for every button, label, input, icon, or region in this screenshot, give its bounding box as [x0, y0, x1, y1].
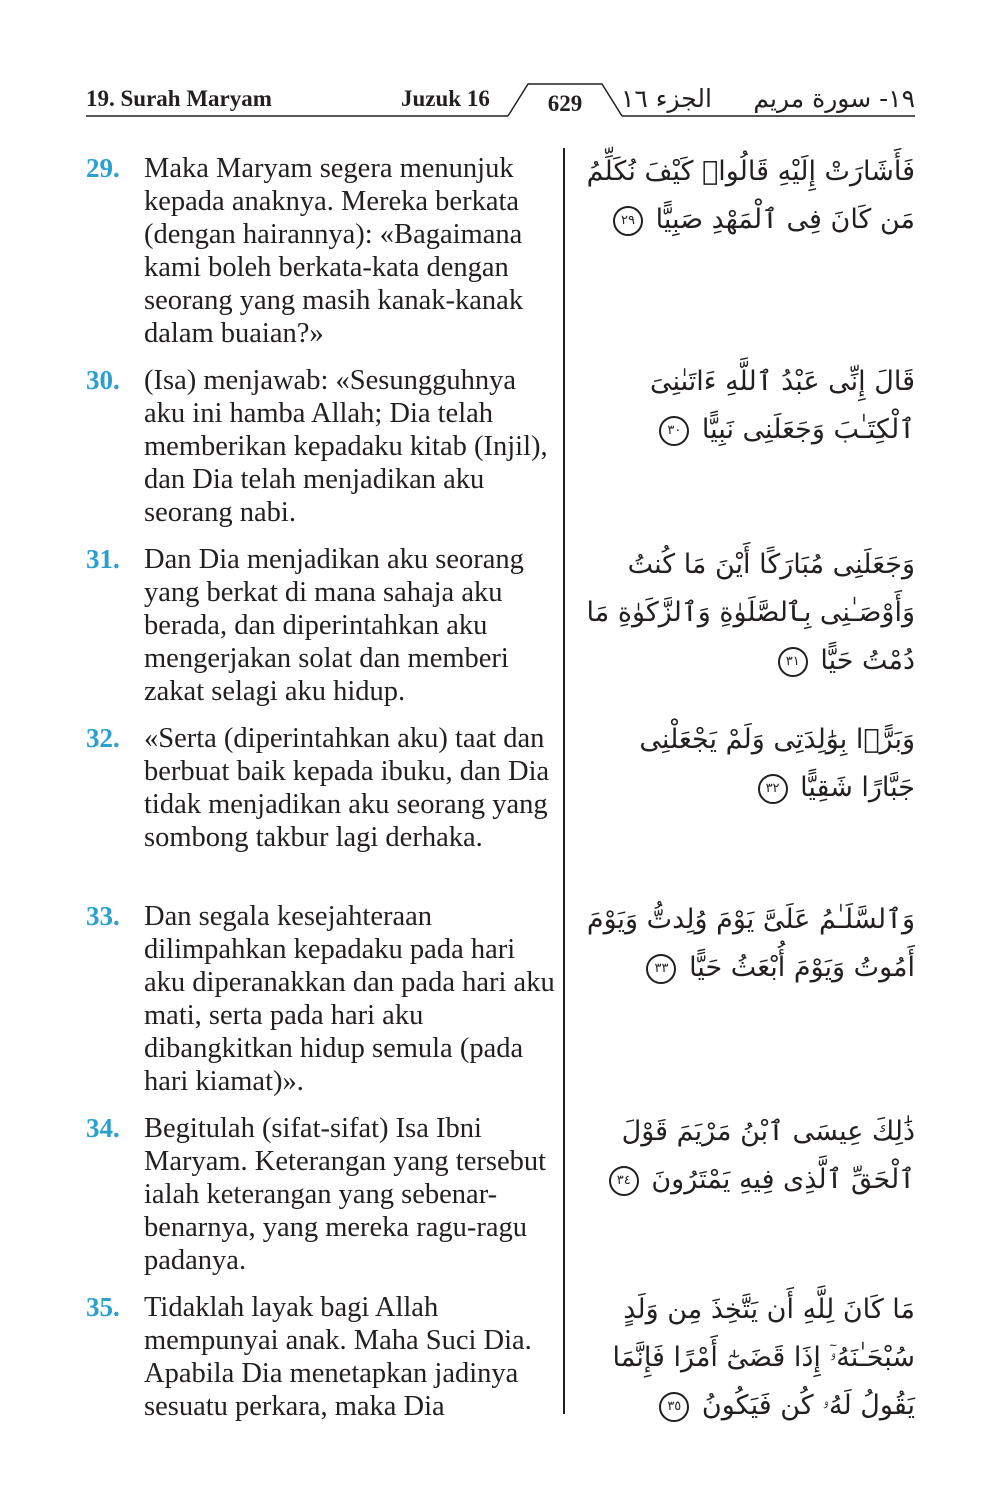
arabic-text: وَٱلسَّلَـٰمُ عَلَىَّ يَوْمَ وُلِدتُّ وَيَوْمَ أَمُوتُ وَيَوْمَ أُبْعَثُ حَيًّا [586, 904, 915, 983]
verse-number: 29. [86, 153, 120, 183]
verse-number: 33. [86, 901, 120, 931]
ayah-marker-icon: ٣٣ [646, 954, 676, 984]
verse-arabic [585, 358, 915, 454]
verse-number: 32. [86, 723, 120, 753]
verse-arabic [585, 541, 915, 685]
verse-translation: Begitulah (sifat-sifat) Isa Ibni Maryam. Keterangan yang tersebut ialah keterangan yang sebenar-benarnya, yang mereka ragu-ragu padanya. [144, 1113, 547, 1276]
juzuk-label: Juzuk 16 [401, 86, 490, 111]
verse-translation: Tidaklah layak bagi Allah mempunyai anak. Maha Suci Dia. Apabila Dia menetapkan jadinya sesuatu perkara, maka Dia [144, 1292, 532, 1422]
verse-number: 34. [86, 1113, 120, 1143]
verse-translation: Dan Dia menjadikan aku seorang yang berkat di mana sahaja aku berada, dan diperintahkan aku mengerjakan solat dan memberi zakat selagi aku hidup. [144, 544, 524, 707]
verse-translation: (Isa) menjawab: «Sesungguhnya aku ini hamba Allah; Dia telah memberikan kepadaku kitab (Injil), dan Dia telah menjadikan aku seorang nabi. [144, 365, 548, 528]
arabic-text: ذَٰلِكَ عِيسَى ٱبْنُ مَرْيَمَ قَوْلَ ٱلْحَقِّ ٱلَّذِى فِيهِ يَمْتَرُونَ [621, 1116, 915, 1195]
surah-title: 19. Surah Maryam [86, 86, 272, 111]
page-number: 629 [547, 91, 583, 116]
verse-translation: «Serta (diperintahkan aku) taat dan berbuat baik kepada ibuku, dan Dia tidak menjadikan aku seorang yang sombong takbur lagi derhaka. [144, 723, 550, 853]
column-divider [563, 148, 565, 1414]
surah-arabic: ١٩- سورة مريم [753, 84, 915, 113]
verse-arabic [585, 716, 915, 812]
arabic-text: وَجَعَلَنِى مُبَارَكًا أَيْنَ مَا كُنتُ وَأَوْصَـٰنِى بِٱلصَّلَوٰةِ وَٱلزَّكَوٰةِ مَا دُمْتُ حَيًّا [586, 549, 915, 676]
page-header [0, 0, 1000, 125]
verse-translation: Maka Maryam segera menunjuk kepada anaknya. Mereka berkata (dengan hairannya): «Bagaimana kami boleh berkata-kata dengan seorang yang masih kanak-kanak dalam buaian?» [144, 153, 524, 349]
verse-number: 31. [86, 544, 120, 574]
ayah-marker-icon: ٣٥ [659, 1392, 689, 1422]
verse-number: 30. [86, 365, 120, 395]
arabic-text: وَبَرًّۢا بِوَٰلِدَتِى وَلَمْ يَجْعَلْنِى جَبَّارًا شَقِيًّا [639, 724, 915, 803]
verse-translation: Dan segala kesejahteraan dilimpahkan kepadaku pada hari aku diperanakkan dan pada hari aku mati, serta pada hari aku dibangkitkan hidup semula (pada hari kiamat)». [144, 901, 555, 1097]
ayah-marker-icon: ٢٩ [613, 206, 643, 236]
arabic-text: فَأَشَارَتْ إِلَيْهِ قَالُوا۟ كَيْفَ نُكَلِّمُ مَن كَانَ فِى ٱلْمَهْدِ صَبِيًّا [586, 156, 915, 235]
verse-number: 35. [86, 1292, 120, 1322]
verse-arabic [585, 896, 915, 992]
juz-arabic: الجزء ١٦ [620, 84, 712, 113]
ayah-marker-icon: ٣١ [778, 647, 808, 677]
ayah-marker-icon: ٣٠ [659, 416, 689, 446]
arabic-text: مَا كَانَ لِلَّهِ أَن يَتَّخِذَ مِن وَلَدٍ سُبْحَـٰنَهُۥٓ إِذَا قَضَىٰٓ أَمْرًا فَإِنَّمَا يَقُولُ لَهُۥ كُن فَيَكُونُ [612, 1294, 915, 1421]
ayah-marker-icon: ٣٢ [758, 774, 788, 804]
verse-arabic [585, 148, 915, 244]
ayah-marker-icon: ٣٤ [609, 1166, 639, 1196]
verse-arabic [585, 1286, 915, 1430]
arabic-text: قَالَ إِنِّى عَبْدُ ٱللَّهِ ءَاتَىٰنِىَ ٱلْكِتَـٰبَ وَجَعَلَنِى نَبِيًّا [649, 366, 915, 445]
verse-arabic [585, 1108, 915, 1204]
